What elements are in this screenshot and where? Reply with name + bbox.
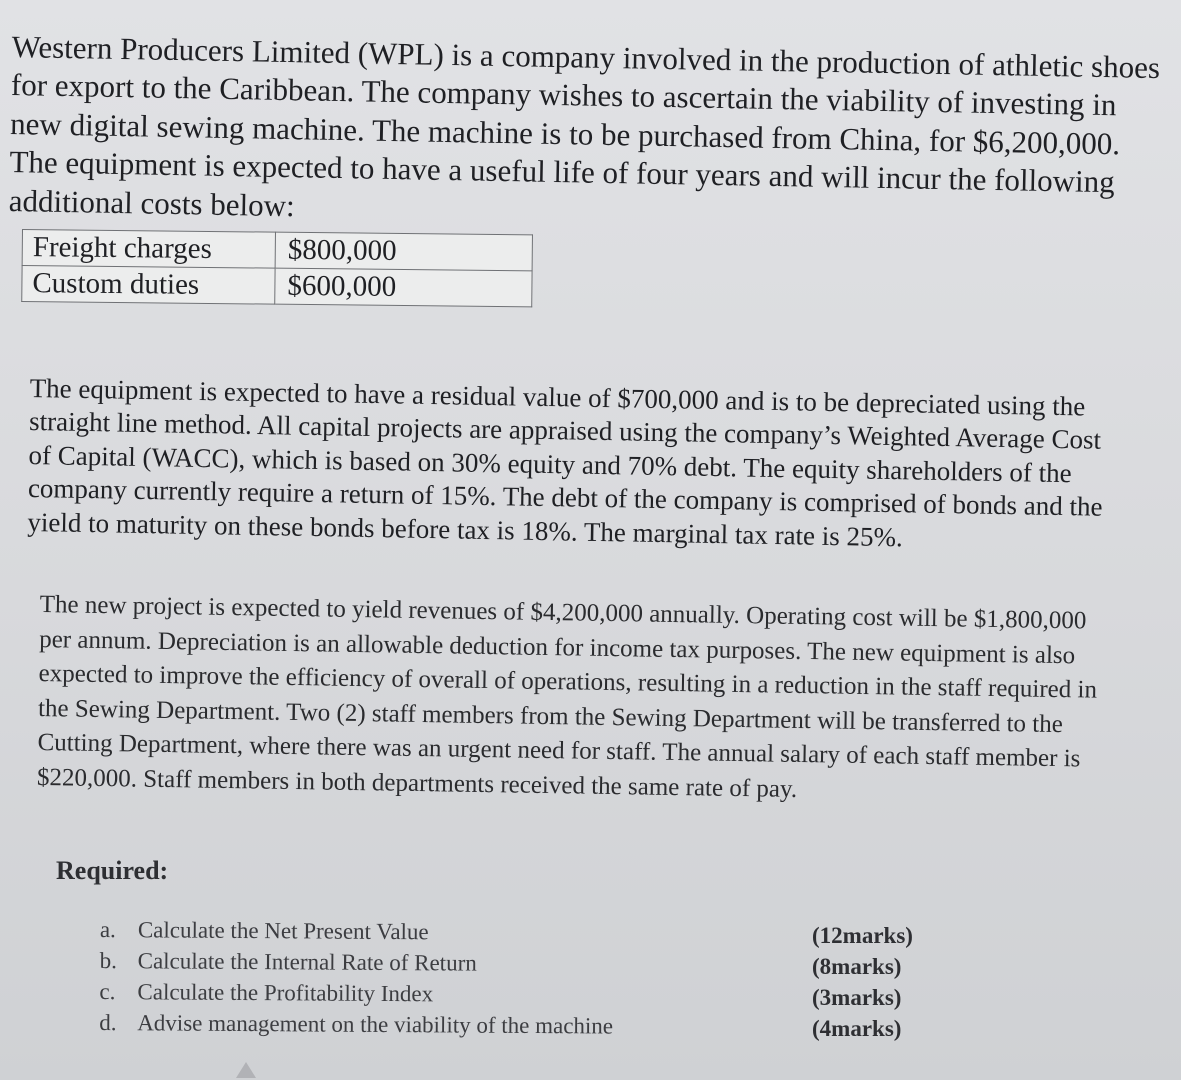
depreciation-wacc-paragraph: The equipment is expected to have a residual value of $700,000 and is to be depreciated using the straight line method. All capital projects are appraised using the company’s Weighted Average Cost of Capital (WACC), which is based on 30% equity and 70% debt. The equity shareholders of the company currently require a return of 15%. The debt of the company is comprised of bonds and the yield to maturity on these bonds before tax is 18%. The marginal tax rate is 25%. — [27, 372, 1103, 553]
task-marks: (4marks) — [812, 1016, 902, 1041]
task-letter: a. — [99, 916, 116, 943]
cost-value: $600,000 — [275, 268, 532, 307]
list-item — [99, 976, 613, 1011]
task-marks: (8marks) — [812, 954, 902, 979]
task-letter: c. — [99, 978, 116, 1005]
list-item — [99, 1007, 613, 1042]
intro-paragraph: Western Producers Limited (WPL) is a company involved in the production of athletic shoes for export to the Caribbean. The company wishes to ascertain the viability of investing in new digital sewing machine. The machine is to be purchased from China, for $6,200,000. The equipment is expected to have a useful life of four years and will incur the following additional costs below: — [8, 28, 1161, 223]
list-item — [100, 914, 614, 949]
task-letter: d. — [99, 1009, 117, 1036]
task-marks: (12marks) — [812, 923, 913, 948]
project-details-paragraph: The new project is expected to yield revenues of $4,200,000 annually. Operating cost will be $1,800,000 per annum. Depreciation is an allowable deduction for income tax purposes. The new equipment is also expected to improve the efficiency of overall of operations, resulting in a reduction in the staff required in the Sewing Department. Two (2) staff members from the Sewing Department will be transferred to the Cutting Department, where there was an urgent need for staff. The annual salary of each staff member is $220,000. Staff members in both departments received the same rate of pay. — [36, 590, 1098, 803]
table-row — [22, 266, 532, 307]
required-heading: Required: — [56, 856, 169, 885]
cost-value: $800,000 — [275, 232, 532, 271]
table-row — [22, 230, 532, 271]
mouse-cursor-icon — [236, 1062, 256, 1078]
task-text: Advise management on the viability of the machine — [137, 1010, 614, 1039]
cost-label: Custom duties — [22, 266, 275, 305]
list-item — [100, 945, 614, 980]
task-list — [99, 914, 614, 1042]
additional-costs-table — [21, 229, 533, 307]
task-text: Calculate the Profitability Index — [137, 979, 434, 1007]
task-marks: (3marks) — [812, 985, 902, 1010]
marks-list — [812, 920, 913, 1044]
task-text: Calculate the Internal Rate of Return — [137, 948, 477, 976]
cost-label: Freight charges — [22, 230, 275, 269]
task-text: Calculate the Net Present Value — [137, 917, 429, 945]
task-letter: b. — [99, 947, 118, 974]
